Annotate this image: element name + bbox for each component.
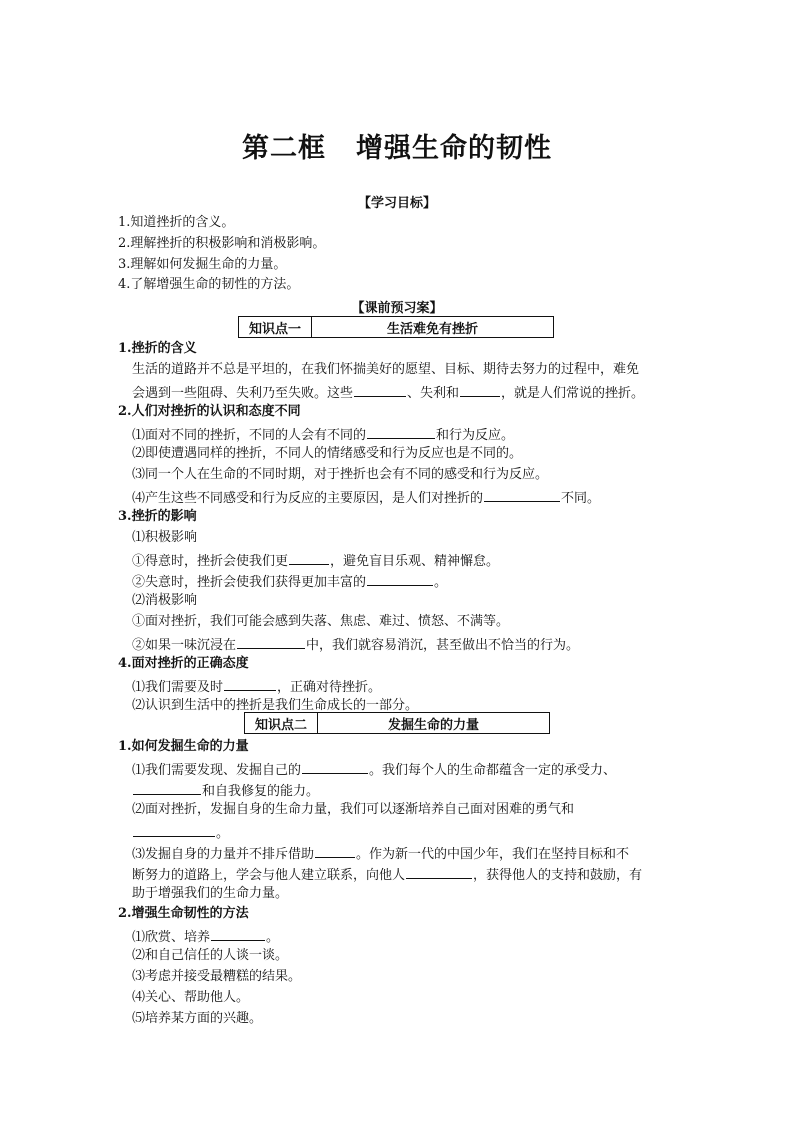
list-item: ⑴我们需要及时 ，正确对待挫折。	[132, 676, 381, 697]
list-item: ⑵即使遭遇同样的挫折，不同人的情绪感受和行为反应也是不同的。	[132, 446, 523, 461]
objective-4: 4.了解增强生命的韧性的方法。	[118, 277, 300, 292]
list-item: ⑴面对不同的挫折，不同的人会有不同的 和行为反应。	[132, 424, 514, 445]
fill-blank[interactable]	[367, 571, 433, 586]
list-item: ⑵和自己信任的人谈一谈。	[132, 948, 289, 963]
list-item: ⑴欣赏、培养 。	[132, 926, 279, 947]
paragraph-line: 和自我修复的能力。	[132, 780, 319, 801]
kp2-title: 发掘生命的力量	[318, 713, 550, 734]
paragraph-line: 。	[132, 822, 229, 843]
list-item: ⑷产生这些不同感受和行为反应的主要原因，是人们对挫折的 不同。	[132, 487, 600, 508]
list-item: ⑸培养某方面的兴趣。	[132, 1011, 263, 1026]
list-item: ⑵认识到生活中的挫折是我们生命成长的一部分。	[132, 698, 419, 713]
paragraph-line: 会遇到一些阻碍、失利乃至失败。这些 、失利和 ，就是人们常说的挫折。	[132, 382, 644, 403]
fill-blank[interactable]	[367, 424, 435, 439]
kp1-title: 生活难免有挫折	[312, 317, 554, 338]
list-item: ①面对挫折，我们可能会感到失落、焦虑、难过、愤怒、不满等。	[132, 614, 510, 629]
list-item: ①得意时，挫折会使我们更 ，避免盲目乐观、精神懈怠。	[132, 550, 499, 571]
fill-blank[interactable]	[289, 550, 329, 565]
title-part2: 增强生命的韧性	[356, 133, 552, 164]
fill-blank[interactable]	[315, 843, 355, 858]
preview-heading: 【课前预习案】	[351, 301, 443, 316]
list-item: ⑶同一个人在生命的不同时期，对于挫折也会有不同的感受和行为反应。	[132, 467, 549, 482]
section-heading: 1.挫折的含义	[118, 341, 197, 356]
list-item: ⑷关心、帮助他人。	[132, 990, 250, 1005]
paragraph-line: ⑵面对挫折，发掘自身的生命力量，我们可以逐渐培养自己面对困难的勇气和	[132, 802, 575, 817]
sub-heading: ⑵消极影响	[132, 593, 198, 608]
list-item: ②失意时，挫折会使我们获得更加丰富的 。	[132, 571, 447, 592]
fill-blank[interactable]	[302, 759, 368, 774]
fill-blank[interactable]	[406, 864, 472, 879]
fill-blank[interactable]	[354, 382, 406, 397]
paragraph-line: ⑴我们需要发现、发掘自己的 。我们每个人的生命都蕴含一定的承受力、	[132, 759, 616, 780]
sub-heading: ⑴积极影响	[132, 530, 198, 545]
knowledge-point-1-box	[238, 316, 554, 338]
objective-1: 1.知道挫折的含义。	[118, 215, 235, 230]
list-item: ②如果一味沉浸在 中，我们就容易消沉，甚至做出不恰当的行为。	[132, 634, 579, 655]
fill-blank[interactable]	[133, 780, 201, 795]
fill-blank[interactable]	[237, 634, 305, 649]
section-heading: 3.挫折的影响	[118, 509, 197, 524]
fill-blank[interactable]	[484, 487, 560, 502]
title-part1: 第二框	[242, 133, 326, 164]
paragraph-line: 断努力的道路上，学会与他人建立联系，向他人 ，获得他人的支持和鼓励，有	[132, 864, 642, 885]
section-heading: 4.面对挫折的正确态度	[118, 656, 249, 671]
paragraph-line: 助于增强我们的生命力量。	[132, 886, 289, 901]
section-heading: 2.增强生命韧性的方法	[118, 906, 249, 921]
knowledge-point-2-box	[244, 712, 550, 734]
paragraph-line: 生活的道路并不总是平坦的，在我们怀揣美好的愿望、目标、期待去努力的过程中，难免	[132, 362, 640, 377]
objective-3: 3.理解如何发掘生命的力量。	[118, 257, 287, 272]
paragraph-line: ⑶发掘自身的力量并不排斥借助 。作为新一代的中国少年，我们在坚持目标和不	[132, 843, 629, 864]
objective-2: 2.理解挫折的积极影响和消极影响。	[118, 236, 326, 251]
kp1-label: 知识点一	[239, 317, 312, 338]
fill-blank[interactable]	[224, 676, 276, 691]
fill-blank[interactable]	[211, 926, 265, 941]
fill-blank[interactable]	[133, 822, 215, 837]
page-title	[0, 126, 794, 165]
section-heading: 2.人们对挫折的认识和态度不同	[118, 404, 301, 419]
section-heading: 1.如何发掘生命的力量	[118, 739, 249, 754]
objectives-heading: 【学习目标】	[357, 196, 436, 211]
fill-blank[interactable]	[460, 382, 500, 397]
list-item: ⑶考虑并接受最糟糕的结果。	[132, 969, 302, 984]
kp2-label: 知识点二	[245, 713, 318, 734]
